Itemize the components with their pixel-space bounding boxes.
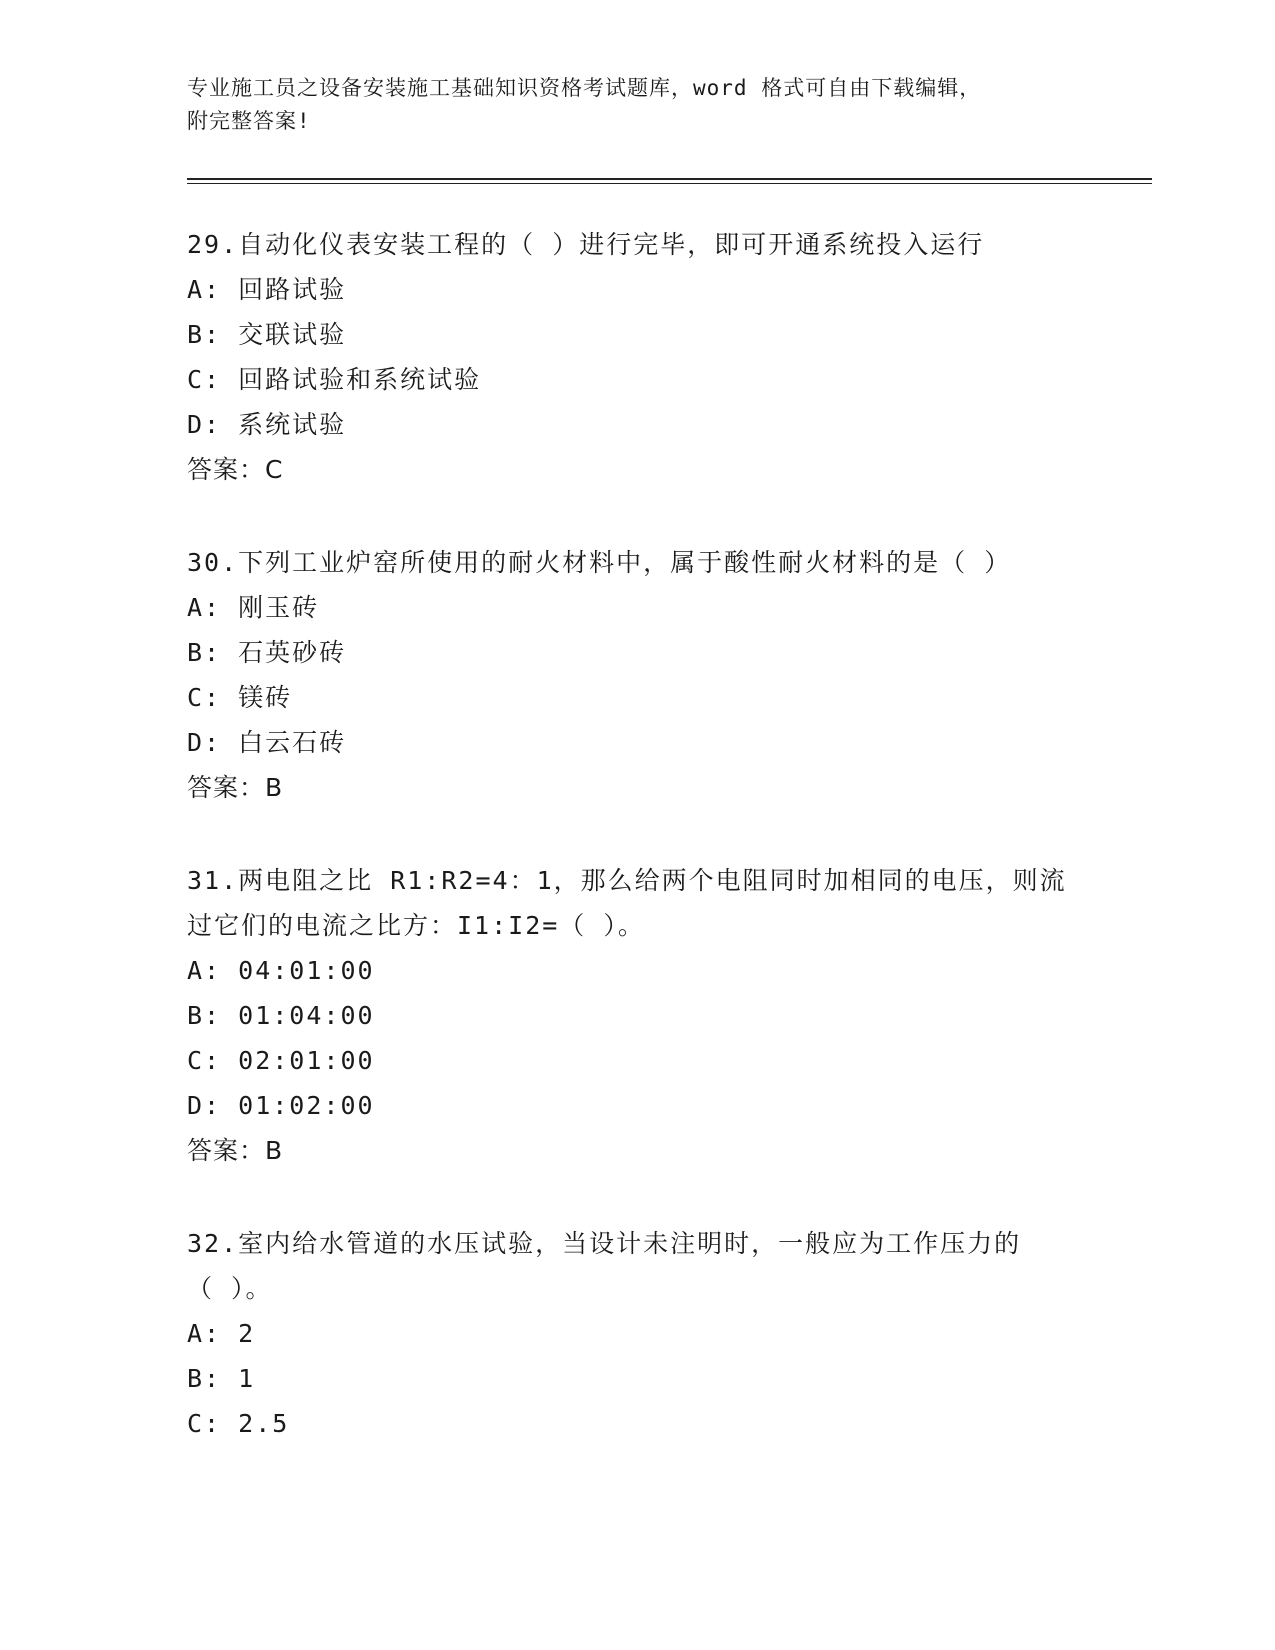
document-header (187, 72, 1087, 138)
question-32 (187, 1221, 1107, 1446)
option-a: A: 2 (187, 1319, 256, 1348)
question-30 (187, 540, 1107, 810)
header-title-line-2: 附完整答案! (187, 109, 311, 133)
option-c: C: 02:01:00 (187, 1046, 375, 1075)
question-text: 29.自动化仪表安装工程的（ ）进行完毕，即可开通系统投入运行 (187, 230, 985, 259)
header-title-line-1: 专业施工员之设备安装施工基础知识资格考试题库，word 格式可自由下载编辑， (187, 76, 982, 100)
option-b: B: 石英砂砖 (187, 638, 347, 667)
header-divider-thin (187, 183, 1152, 184)
question-text: 30.下列工业炉窑所使用的耐火材料中，属于酸性耐火材料的是（ ） (187, 548, 1012, 577)
header-divider-thick (187, 178, 1152, 180)
option-a: A: 回路试验 (187, 275, 347, 304)
option-d: D: 白云石砖 (187, 728, 347, 757)
option-b: B: 交联试验 (187, 320, 347, 349)
question-text: 32.室内给水管道的水压试验，当设计未注明时，一般应为工作压力的 （ ）。 (187, 1229, 1022, 1303)
answer-label: 答案：B (187, 773, 284, 802)
question-29 (187, 222, 1107, 492)
question-text: 31.两电阻之比 R1:R2=4：1，那么给两个电阻同时加相同的电压，则流 过它们的电流之比方：I1:I2=（ ）。 (187, 866, 1067, 940)
option-c: C: 2.5 (187, 1409, 290, 1438)
answer-label: 答案：C (187, 455, 284, 484)
option-b: B: 01:04:00 (187, 1001, 375, 1030)
answer-label: 答案：B (187, 1136, 284, 1165)
option-b: B: 1 (187, 1364, 256, 1393)
option-d: D: 系统试验 (187, 410, 347, 439)
option-a: A: 刚玉砖 (187, 593, 320, 622)
question-31 (187, 858, 1107, 1173)
option-a: A: 04:01:00 (187, 956, 375, 985)
option-d: D: 01:02:00 (187, 1091, 375, 1120)
option-c: C: 回路试验和系统试验 (187, 365, 482, 394)
option-c: C: 镁砖 (187, 683, 293, 712)
